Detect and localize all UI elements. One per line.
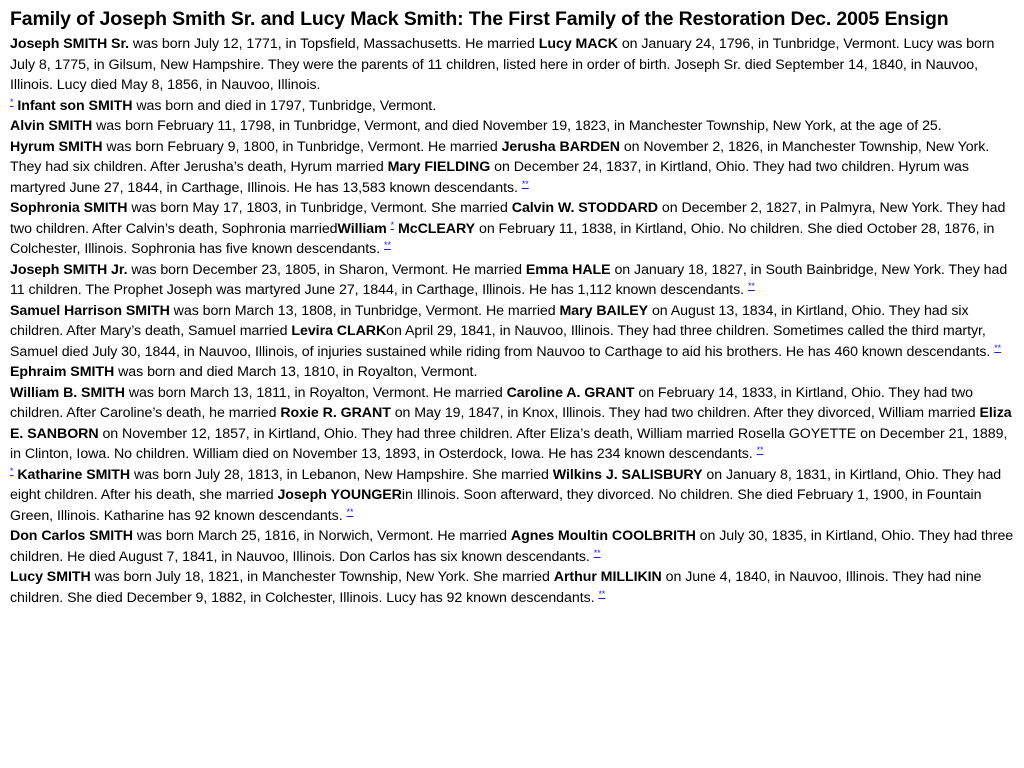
entry-text: on July 30, 1835, in Kirtland, Ohio. They had three children. He died August 7, 1841, in Nauvoo, Illinois. Don Carlos has six known descendants. [10, 528, 1014, 565]
entry-william-b-smith [10, 383, 1016, 465]
entry-text: was born July 28, 1813, in Lebanon, New Hampshire. She married [130, 466, 553, 483]
entry-joseph-smith-sr [10, 34, 1016, 96]
footnote-marker [594, 548, 601, 558]
spouse-name: Levira CLARK [291, 323, 387, 339]
spouse-name: Joseph YOUNGER [277, 487, 402, 503]
footnote-marker [522, 179, 529, 189]
entry-text: on April 29, 1841, in Nauvoo, Illinois. They had three children. Sometimes called the third martyr, Samuel died July 30, 1844, in Nauvoo, Illinois, of injuries sustained while riding from Nauvoo to Carthage to aid his brothers. He has 460 known descendants. [10, 323, 991, 360]
page-title: Family of Joseph Smith Sr. and Lucy Mack Smith: The First Family of the Restoration Dec. 2005 Ensign [10, 8, 949, 30]
entry-text: was born July 18, 1821, in Manchester Township, New York. She married [90, 569, 554, 585]
entry-text: was born May 17, 1803, in Tunbridge, Vermont. She married [127, 200, 512, 216]
person-name: Hyrum SMITH [10, 138, 103, 155]
footnote-link-double[interactable]: ** [598, 588, 606, 599]
entry-text: on December 24, 1837, in Kirtland, Ohio. They had two children. Hyrum was martyred June 27, 1844, in Carthage, Illinois. He has 13,583 known descendants. [10, 159, 969, 196]
footnote-link-single[interactable]: * [10, 96, 14, 107]
spouse-name: Mary BAILEY [559, 302, 649, 319]
entry-ephraim-smith [10, 362, 1016, 383]
entry-text: was born December 23, 1805, in Sharon, Vermont. He married [127, 261, 526, 278]
spouse-name: Mary FIELDING [387, 159, 491, 175]
entry-text: on February 11, 1838, in Kirtland, Ohio. No children. She died October 28, 1876, in Colchester, Illinois. Sophronia has five known descendants. [10, 220, 995, 257]
entry-text: on January 8, 1831, in Kirtland, Ohio. They had eight children. After his death, she married [10, 466, 1002, 503]
footnote-link-double[interactable]: ** [747, 281, 755, 291]
footnote-marker [347, 507, 354, 517]
entry-text: was born February 9, 1800, in Tunbridge, Vermont. He married [102, 138, 502, 155]
footnote-link-double[interactable]: ** [756, 445, 764, 455]
person-name: William B. SMITH [10, 384, 125, 401]
entry-text: on November 2, 1826, in Manchester Township, New York. They had six children. After Jerusha’s death, Hyrum married [10, 138, 990, 175]
spouse-name: Eliza E. SANBORN [10, 405, 1012, 442]
entry-text: on May 19, 1847, in Knox, Illinois. They had two children. After they divorced, William married [390, 405, 980, 421]
footnote-marker [994, 343, 1001, 353]
footnote-marker [748, 281, 755, 291]
entry-text: was born March 25, 1816, in Norwich, Vermont. He married [132, 528, 511, 544]
spouse-name: Lucy MACK [538, 36, 618, 52]
person-name: Joseph SMITH Jr. [10, 261, 128, 278]
footnote-link-single[interactable]: * [10, 465, 14, 476]
entry-text: on January 18, 1827, in South Bainbridge, New York. They had 11 children. The Prophet Joseph was martyred June 27, 1844, in Carthage, Illinois. He has 1,112 known descendants. [10, 261, 1008, 298]
entry-text: on August 13, 1834, in Kirtland, Ohio. They had six children. After Mary’s death, Samuel married [10, 302, 969, 339]
footnote-link-single[interactable]: * [390, 219, 395, 230]
person-name: Joseph SMITH Sr. [10, 36, 130, 52]
spouse-name: Jerusha BARDEN [501, 138, 620, 155]
entry-katharine-smith [10, 465, 1016, 527]
spouse-name: Wilkins J. SALISBURY [552, 466, 703, 483]
spouse-name: Emma HALE [525, 261, 611, 278]
footnote-link-double[interactable]: ** [384, 240, 391, 250]
entry-text: was born February 11, 1798, in Tunbridge, Vermont, and died November 19, 1823, in Manchester Township, New York, at the age of 25. [92, 118, 942, 134]
entry-text: on January 24, 1796, in Tunbridge, Vermont. Lucy was born July 8, 1775, in Gilsum, New Hampshire. They were the parents of 11 children, listed here in order of birth. Joseph Sr. died September 14, 1840, in Nauvoo, Illinois. Lucy died May 8, 1856, in Nauvoo, Illinois. [10, 36, 995, 93]
entry-don-carlos-smith [10, 526, 1016, 567]
entry-infant-son-smith [10, 96, 1016, 117]
spouse-name: Roxie R. GRANT [280, 405, 391, 421]
spouse-name: Caroline A. GRANT [506, 384, 635, 401]
entry-alvin-smith [10, 116, 1016, 137]
entry-text: on December 2, 1827, in Palmyra, New York. They had two children. After Calvin’s death, Sophronia married [10, 200, 1006, 237]
entry-text: on February 14, 1833, in Kirtland, Ohio. They had two children. After Caroline’s death, he married [10, 384, 973, 421]
entry-sophronia-smith [10, 198, 1016, 260]
person-name: Infant son SMITH [17, 97, 133, 114]
spouse-name: McCLEARY [394, 220, 476, 237]
person-name: Lucy SMITH [10, 569, 91, 585]
spouse-name: Calvin W. STODDARD [511, 200, 658, 216]
footnote-marker [10, 97, 13, 107]
person-name: Sophronia SMITH [10, 200, 128, 216]
footnote-link-double[interactable]: ** [994, 342, 1002, 353]
spouse-name: William [337, 220, 387, 237]
entry-text: was born July 12, 1771, in Topsfield, Massachusetts. He married [129, 36, 539, 52]
spouse-name: Arthur MILLIKIN [553, 569, 662, 585]
entry-text: was born March 13, 1811, in Royalton, Vermont. He married [124, 384, 507, 401]
person-name: Don Carlos SMITH [10, 528, 133, 544]
entry-text: on June 4, 1840, in Nauvoo, Illinois. They had nine children. She died December 9, 1882, in Colchester, Illinois. Lucy has 92 known descendants. [10, 569, 982, 606]
footnote-link-double[interactable]: ** [593, 547, 601, 558]
entry-text: was born and died in 1797, Tunbridge, Vermont. [132, 97, 437, 114]
footnote-marker [598, 589, 605, 599]
footnote-marker [757, 445, 764, 455]
entry-text: in Illinois. Soon afterward, they divorced. No children. She died February 1, 1900, in Fountain Green, Illinois. Katharine has 92 known descendants. [10, 487, 982, 524]
person-name: Katharine SMITH [17, 466, 131, 483]
person-name: Alvin SMITH [10, 118, 93, 134]
entry-joseph-smith-jr [10, 260, 1016, 301]
person-name: Ephraim SMITH [10, 364, 115, 380]
footnote-marker [10, 466, 13, 476]
entry-text: on November 12, 1857, in Kirtland, Ohio. They had three children. After Eliza’s death, William married Rosella GOYETTE on December 21, 1889, in Clinton, Iowa. No children. William died on November 13, 1893, in Osterdock, Iowa. He has 234 known descendants. [10, 425, 1008, 462]
entry-hyrum-smith [10, 137, 1016, 199]
footnote-link-double[interactable]: ** [521, 178, 529, 189]
person-name: Samuel Harrison SMITH [10, 302, 170, 319]
entry-text: was born March 13, 1808, in Tunbridge, Vermont. He married [169, 302, 560, 319]
entry-lucy-smith [10, 567, 1016, 608]
footnote-marker [384, 240, 391, 250]
footnote-link-double[interactable]: ** [346, 506, 354, 517]
spouse-name: Agnes Moultin COOLBRITH [510, 528, 696, 544]
entry-samuel-harrison-smith [10, 301, 1016, 363]
entry-text: was born and died March 13, 1810, in Royalton, Vermont. [114, 364, 478, 380]
